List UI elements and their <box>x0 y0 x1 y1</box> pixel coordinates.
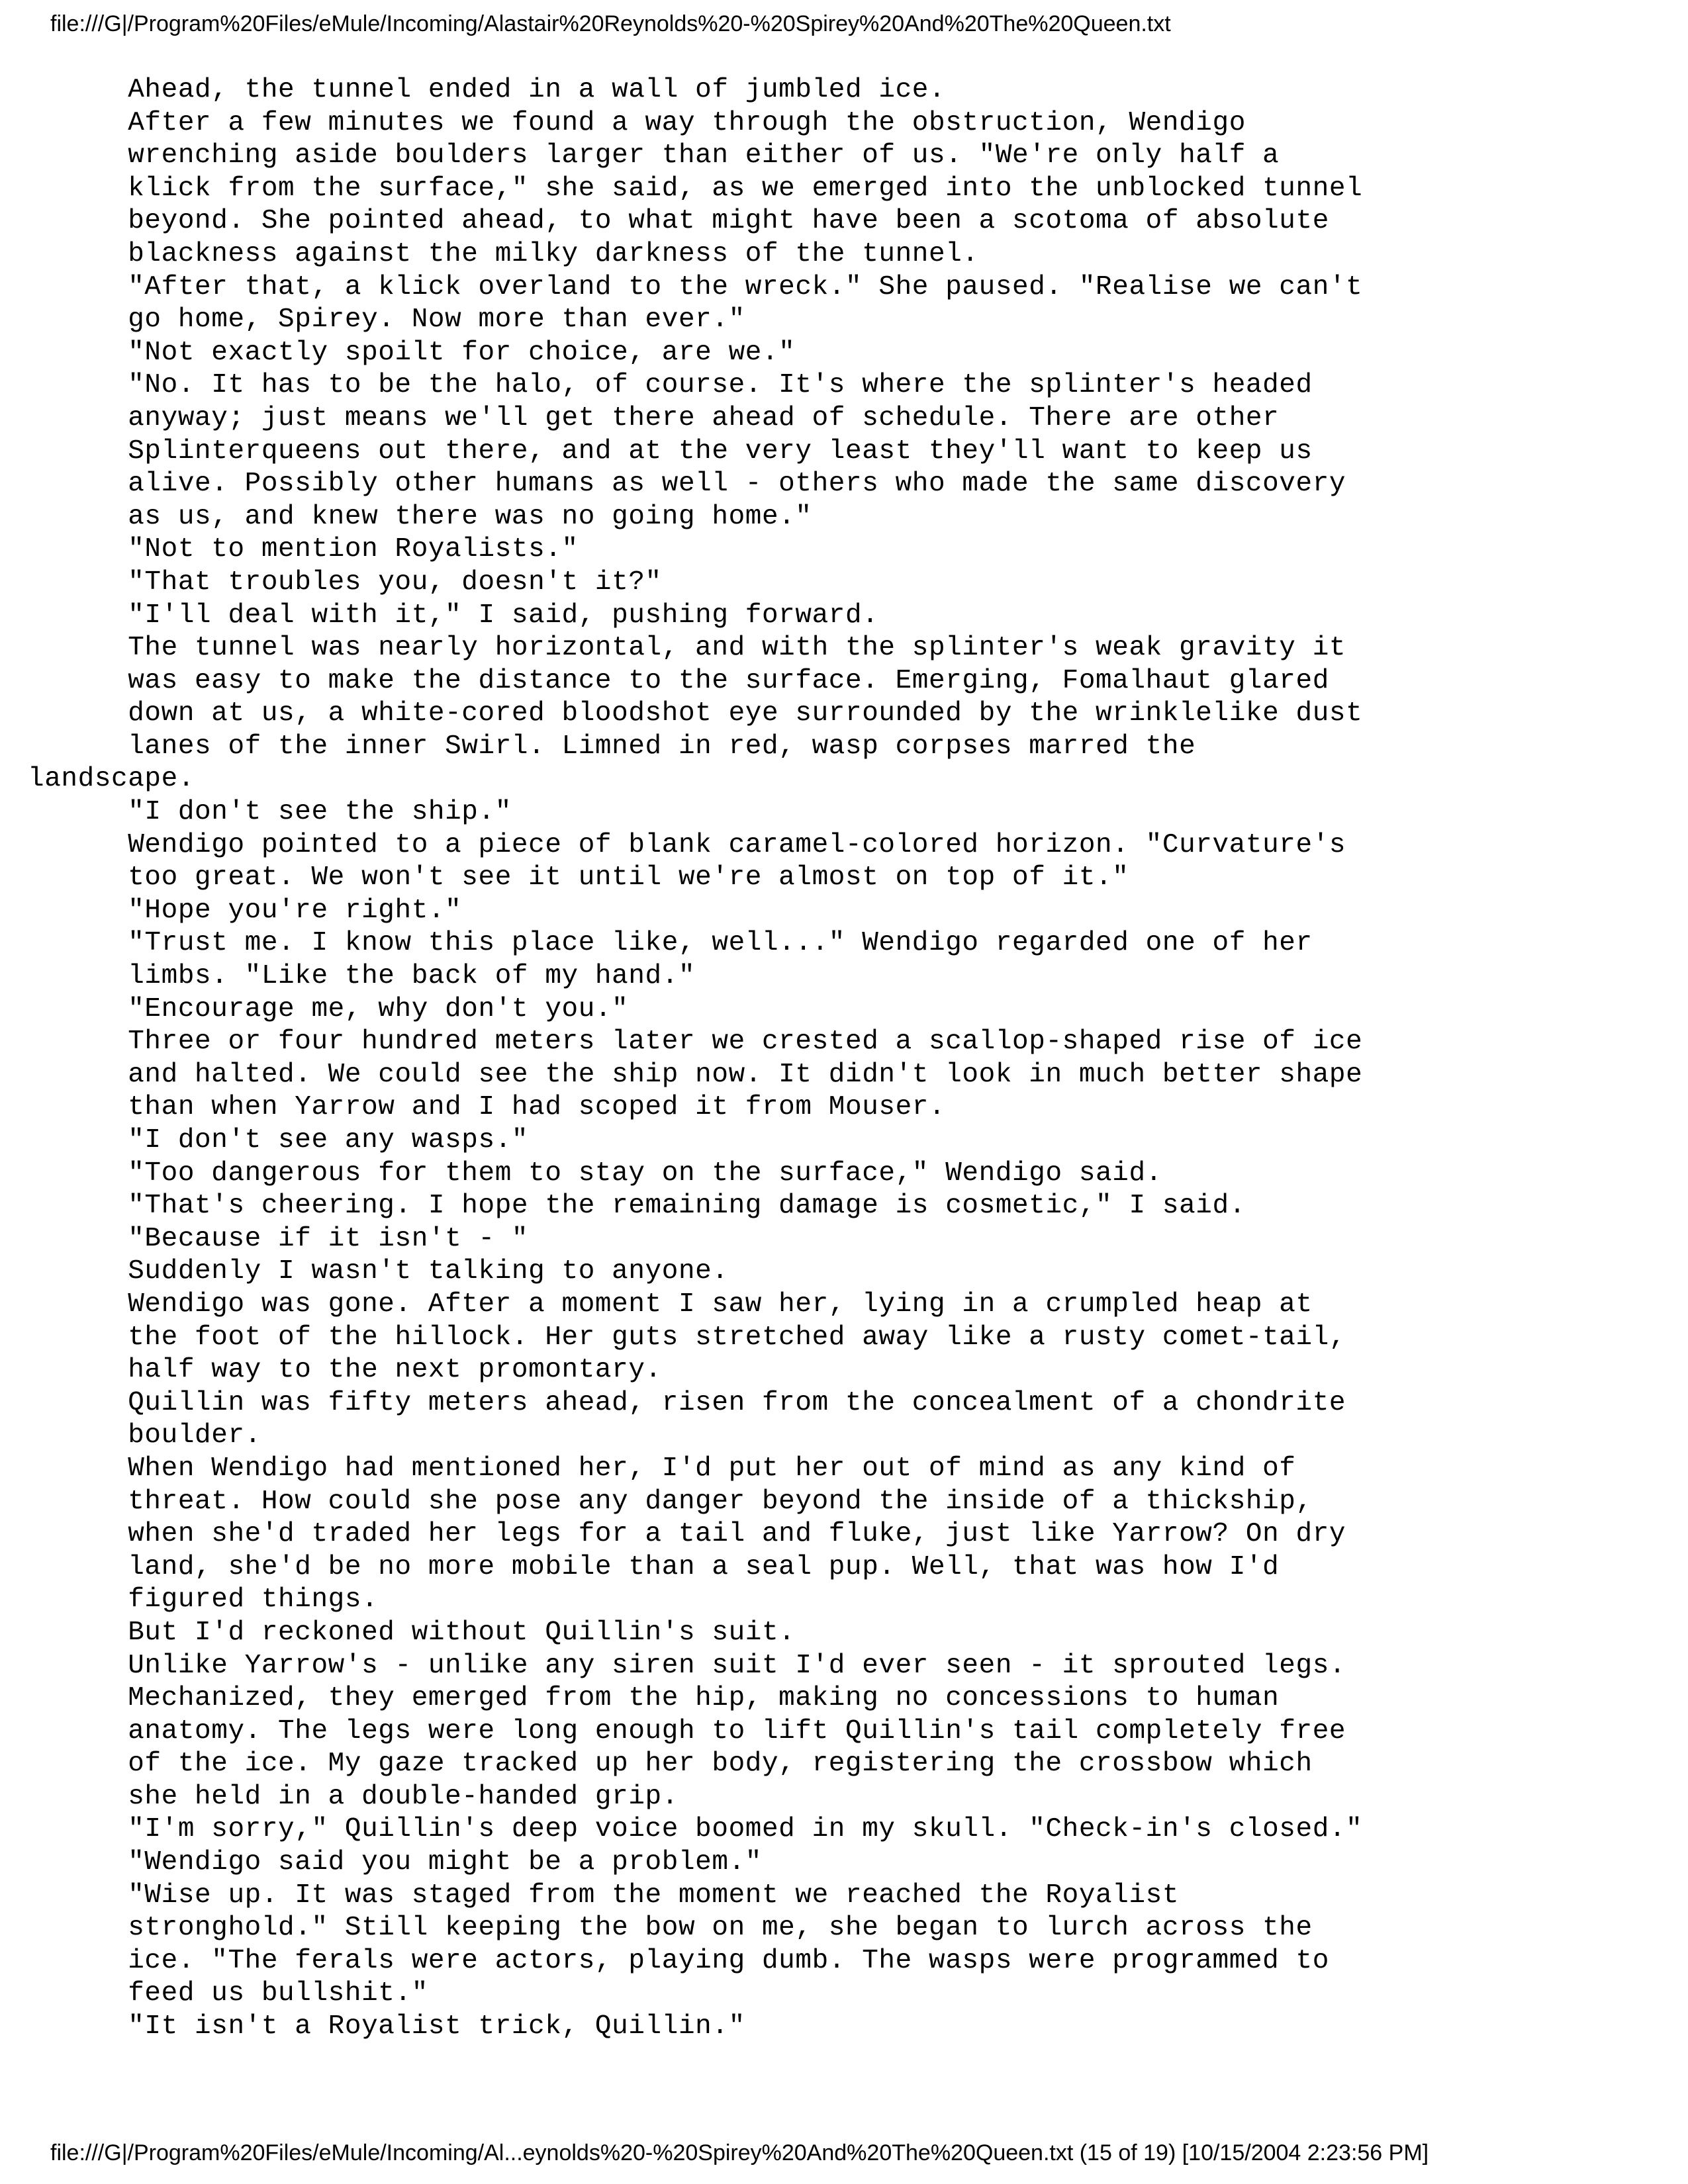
text-line: alive. Possibly other humans as well - others who made the same discovery <box>28 469 1346 500</box>
text-line: than when Yarrow and I had scoped it from Mouser. <box>28 1092 946 1123</box>
text-line: of the ice. My gaze tracked up her body, registering the crossbow which <box>28 1749 1313 1780</box>
text-line: land, she'd be no more mobile than a seal pup. Well, that was how I'd <box>28 1551 1280 1582</box>
text-line: Mechanized, they emerged from the hip, making no concessions to human <box>28 1683 1280 1714</box>
text-line: "I'll deal with it," I said, pushing forward. <box>28 600 879 631</box>
text-line: Ahead, the tunnel ended in a wall of jumbled ice. <box>28 75 946 105</box>
text-line: limbs. "Like the back of my hand." <box>28 961 696 992</box>
text-line: feed us bullshit." <box>28 1978 428 2009</box>
text-line: she held in a double-handed grip. <box>28 1781 679 1812</box>
text-line: "Not to mention Royalists." <box>28 534 579 565</box>
text-line: Unlike Yarrow's - unlike any siren suit I'd ever seen - it sprouted legs. <box>28 1650 1346 1681</box>
text-line: Suddenly I wasn't talking to anyone. <box>28 1256 729 1287</box>
text-line: "I'm sorry," Quillin's deep voice boomed in my skull. "Check-in's closed." <box>28 1814 1363 1845</box>
text-line: the foot of the hillock. Her guts stretched away like a rusty comet-tail, <box>28 1322 1346 1353</box>
text-line: "That's cheering. I hope the remaining damage is cosmetic," I said. <box>28 1191 1246 1222</box>
text-line: ice. "The ferals were actors, playing dumb. The wasps were programmed to <box>28 1945 1329 1976</box>
text-line: when she'd traded her legs for a tail and fluke, just like Yarrow? On dry <box>28 1519 1346 1550</box>
text-line: boulder. <box>28 1420 261 1451</box>
text-line: "It isn't a Royalist trick, Quillin." <box>28 2011 745 2042</box>
text-line: threat. How could she pose any danger beyond the inside of a thickship, <box>28 1486 1313 1517</box>
text-line: When Wendigo had mentioned her, I'd put her out of mind as any kind of <box>28 1453 1296 1484</box>
text-line: Three or four hundred meters later we crested a scallop-shaped rise of ice <box>28 1026 1363 1058</box>
text-line: klick from the surface," she said, as we emerged into the unblocked tunnel <box>28 173 1363 204</box>
text-line: anatomy. The legs were long enough to lift Quillin's tail completely free <box>28 1715 1346 1747</box>
text-line: "Not exactly spoilt for choice, are we." <box>28 337 796 368</box>
text-line: as us, and knew there was no going home." <box>28 501 812 532</box>
page-footer-status: file:///G|/Program%20Files/eMule/Incoming/Al...eynolds%20-%20Spirey%20And%20The%20Queen.txt (15 of 19) [10/15/2004 2:23:56 PM] <box>50 2140 1429 2165</box>
text-line: Wendigo was gone. After a moment I saw her, lying in a crumpled heap at <box>28 1289 1313 1320</box>
text-line: half way to the next promontary. <box>28 1355 662 1386</box>
text-line: "I don't see any wasps." <box>28 1125 529 1156</box>
text-line: "Because if it isn't - " <box>28 1223 529 1254</box>
text-line: down at us, a white-cored bloodshot eye surrounded by the wrinklelike dust <box>28 698 1363 729</box>
text-line: "I don't see the ship." <box>28 797 512 828</box>
text-line: But I'd reckoned without Quillin's suit. <box>28 1617 796 1648</box>
text-line: Quillin was fifty meters ahead, risen from the concealment of a chondrite <box>28 1387 1346 1418</box>
text-line: and halted. We could see the ship now. It didn't look in much better shape <box>28 1059 1363 1090</box>
text-line: Wendigo pointed to a piece of blank caramel-colored horizon. "Curvature's <box>28 829 1346 860</box>
text-line: "Hope you're right." <box>28 895 462 926</box>
text-line: stronghold." Still keeping the bow on me, she began to lurch across the <box>28 1913 1313 1944</box>
text-line: "Wendigo said you might be a problem." <box>28 1847 762 1878</box>
text-line: anyway; just means we'll get there ahead of schedule. There are other <box>28 402 1280 433</box>
text-line: Splinterqueens out there, and at the very least they'll want to keep us <box>28 435 1313 467</box>
text-line: "After that, a klick overland to the wreck." She paused. "Realise we can't <box>28 271 1363 302</box>
page-header-url: file:///G|/Program%20Files/eMule/Incoming/Alastair%20Reynolds%20-%20Spirey%20And%20The%20Queen.txt <box>50 11 1171 36</box>
text-line: "No. It has to be the halo, of course. It's where the splinter's headed <box>28 370 1313 401</box>
text-line: too great. We won't see it until we're almost on top of it." <box>28 862 1129 893</box>
text-line: go home, Spirey. Now more than ever." <box>28 304 745 336</box>
text-line: "That troubles you, doesn't it?" <box>28 567 662 598</box>
text-line: figured things. <box>28 1584 379 1615</box>
text-line: "Too dangerous for them to stay on the surface," Wendigo said. <box>28 1158 1162 1189</box>
text-line: "Wise up. It was staged from the moment we reached the Royalist <box>28 1880 1180 1911</box>
text-line: "Encourage me, why don't you." <box>28 993 629 1024</box>
text-line: blackness against the milky darkness of the tunnel. <box>28 238 979 269</box>
text-line: landscape. <box>28 764 195 795</box>
text-line: lanes of the inner Swirl. Limned in red, wasp corpses marred the <box>28 731 1196 762</box>
text-line: "Trust me. I know this place like, well..." Wendigo regarded one of her <box>28 928 1313 959</box>
document-body <box>28 74 1362 2044</box>
text-line: beyond. She pointed ahead, to what might have been a scotoma of absolute <box>28 206 1329 237</box>
text-line: The tunnel was nearly horizontal, and with the splinter's weak gravity it <box>28 633 1346 664</box>
text-line: was easy to make the distance to the surface. Emerging, Fomalhaut glared <box>28 665 1329 696</box>
text-line: After a few minutes we found a way through the obstruction, Wendigo <box>28 107 1246 138</box>
text-line: wrenching aside boulders larger than either of us. "We're only half a <box>28 140 1280 171</box>
